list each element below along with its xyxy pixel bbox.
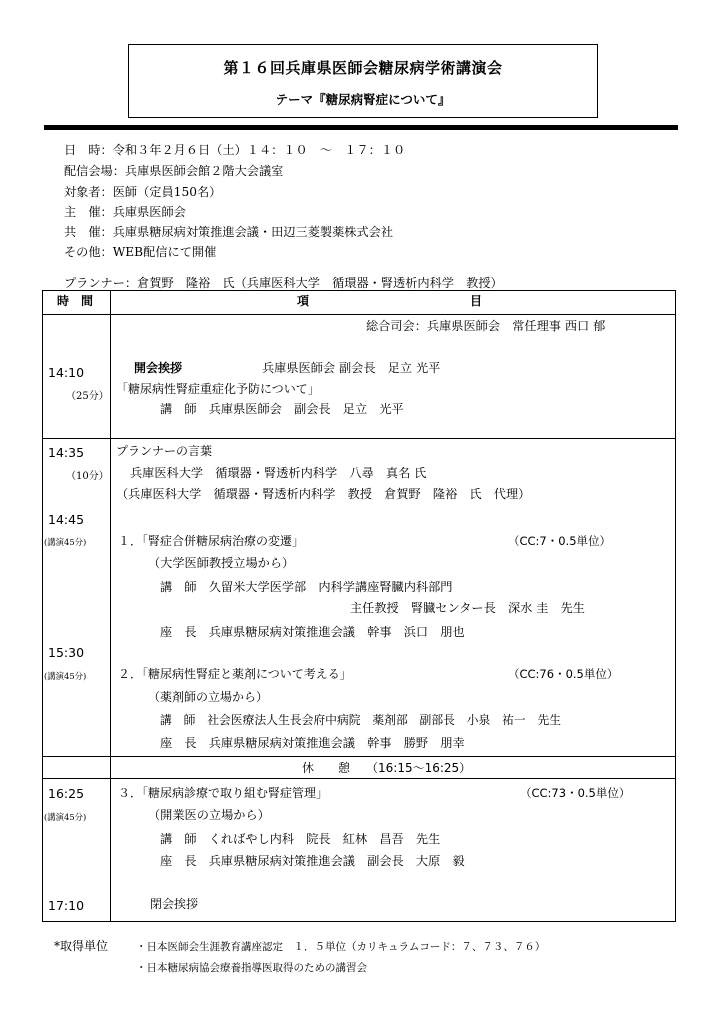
lecture1-chair: 座 長 兵庫県糖尿病対策推進会議 幹事 浜口 朋也 [160, 625, 465, 639]
header-rule [44, 125, 678, 130]
lecture1-perspective: （大学医師教授立場から） [148, 556, 295, 570]
lecture2-title: ２．「糖尿病性腎症と薬剤について考える」 [118, 667, 352, 681]
moderator: 総合司会：兵庫県医師会 常任理事 西口 郁 [366, 319, 606, 333]
break-time: （16:15～16:25） [366, 761, 472, 775]
info-venue: 配信会場：兵庫県医師会館２階大会議室 [64, 164, 284, 178]
table-row-divider [42, 438, 676, 439]
lecture3-credit: （CC:73・0.5単位） [520, 786, 631, 800]
time-closing: 17:10 [48, 898, 85, 913]
lecture1-speaker1: 講 師 久留米大学医学部 内科学講座腎臓内科部門 [160, 580, 453, 594]
lecture2-credit: （CC:76・0.5単位） [508, 667, 619, 681]
duration-planner: （10分） [66, 471, 109, 482]
info-datetime: 日 時：令和３年２月６日（土）１４：１０ ～ １７：１０ [64, 143, 406, 157]
time-opening: 14:10 [48, 365, 85, 380]
column-header-item: 項 [297, 294, 310, 308]
duration-opening: （25分） [66, 391, 109, 402]
column-header-item-b: 目 [470, 294, 483, 308]
lecture3-chair: 座 長 兵庫県糖尿病対策推進会議 副会長 大原 毅 [160, 854, 465, 868]
info-other: その他：WEB配信にて開催 [64, 245, 217, 259]
info-organizer: 主 催：兵庫県医師会 [64, 205, 186, 219]
time-lecture3: 16:25 [48, 786, 85, 801]
table-row-divider [42, 756, 676, 757]
table-header-divider [42, 314, 676, 315]
footer-line1: ・日本医師会生涯教育講座認定 １．５単位（カリキュラムコード：７、７３、７６） [136, 941, 546, 953]
planner-heading: プランナーの言葉 [116, 444, 213, 458]
footer-line2: ・日本糖尿病協会療養指導医取得のための講習会 [136, 962, 367, 974]
time-planner: 14:35 [48, 445, 85, 460]
planner-line: プランナー：倉賀野 隆裕 氏（兵庫医科大学 循環器・腎透析内科学 教授） [64, 276, 503, 290]
closing-label: 閉会挨拶 [150, 897, 199, 911]
time-lecture2: 15:30 [48, 645, 85, 660]
duration-lecture2: (講演45分) [44, 671, 87, 681]
lecture2-speaker: 講 師 社会医療法人生長会府中病院 薬剤部 副部長 小泉 祐一 先生 [160, 713, 562, 727]
opening-speaker: 講 師 兵庫県医師会 副会長 足立 光平 [160, 402, 404, 416]
duration-lecture1: (講演45分) [44, 537, 87, 547]
lecture2-chair: 座 長 兵庫県糖尿病対策推進会議 幹事 勝野 朋幸 [160, 736, 465, 750]
column-header-time: 時 間 [57, 294, 94, 308]
opening-greeting-person: 兵庫県医師会 副会長 足立 光平 [262, 361, 441, 375]
opening-greeting-label: 開会挨拶 [134, 361, 183, 375]
table-column-divider [110, 290, 111, 922]
info-cosponsor: 共 催：兵庫県糖尿病対策推進会議・田辺三菱製薬株式会社 [64, 225, 394, 239]
lecture1-credit: （CC:7・0.5単位） [508, 534, 612, 548]
duration-lecture3: (講演45分) [44, 812, 87, 822]
planner-line2: （兵庫医科大学 循環器・腎透析内科学 教授 倉賀野 隆裕 氏 代理） [116, 487, 531, 501]
planner-line1: 兵庫医科大学 循環器・腎透析内科学 八尋 真名 氏 [130, 466, 427, 480]
info-audience: 対象者：医師（定員150名） [64, 185, 222, 199]
footer-credit-label: *取得単位 [54, 939, 109, 953]
theme-subtitle: テーマ『糖尿病腎症について』 [275, 92, 451, 107]
lecture3-speaker: 講 師 くればやし内科 院長 紅林 昌吾 先生 [160, 832, 441, 846]
table-row-divider [42, 778, 676, 779]
opening-talk-title: 「糖尿病性腎症重症化予防について」 [116, 382, 320, 396]
lecture1-title: １．「腎症合併糖尿病治療の変遷」 [118, 534, 305, 548]
time-lecture1: 14:45 [48, 512, 85, 527]
lecture3-perspective: （開業医の立場から） [148, 808, 270, 822]
lecture2-perspective: （薬剤師の立場から） [148, 690, 269, 704]
title-box [128, 44, 598, 118]
break-label: 休 憩 [302, 761, 351, 775]
page-title: 第１６回兵庫県医師会糖尿病学術講演会 [223, 59, 503, 77]
lecture3-title: ３．「糖尿病診療で取り組む腎症管理」 [118, 786, 329, 800]
lecture1-speaker2: 主任教授 腎臓センター長 深水 圭 先生 [350, 601, 585, 615]
